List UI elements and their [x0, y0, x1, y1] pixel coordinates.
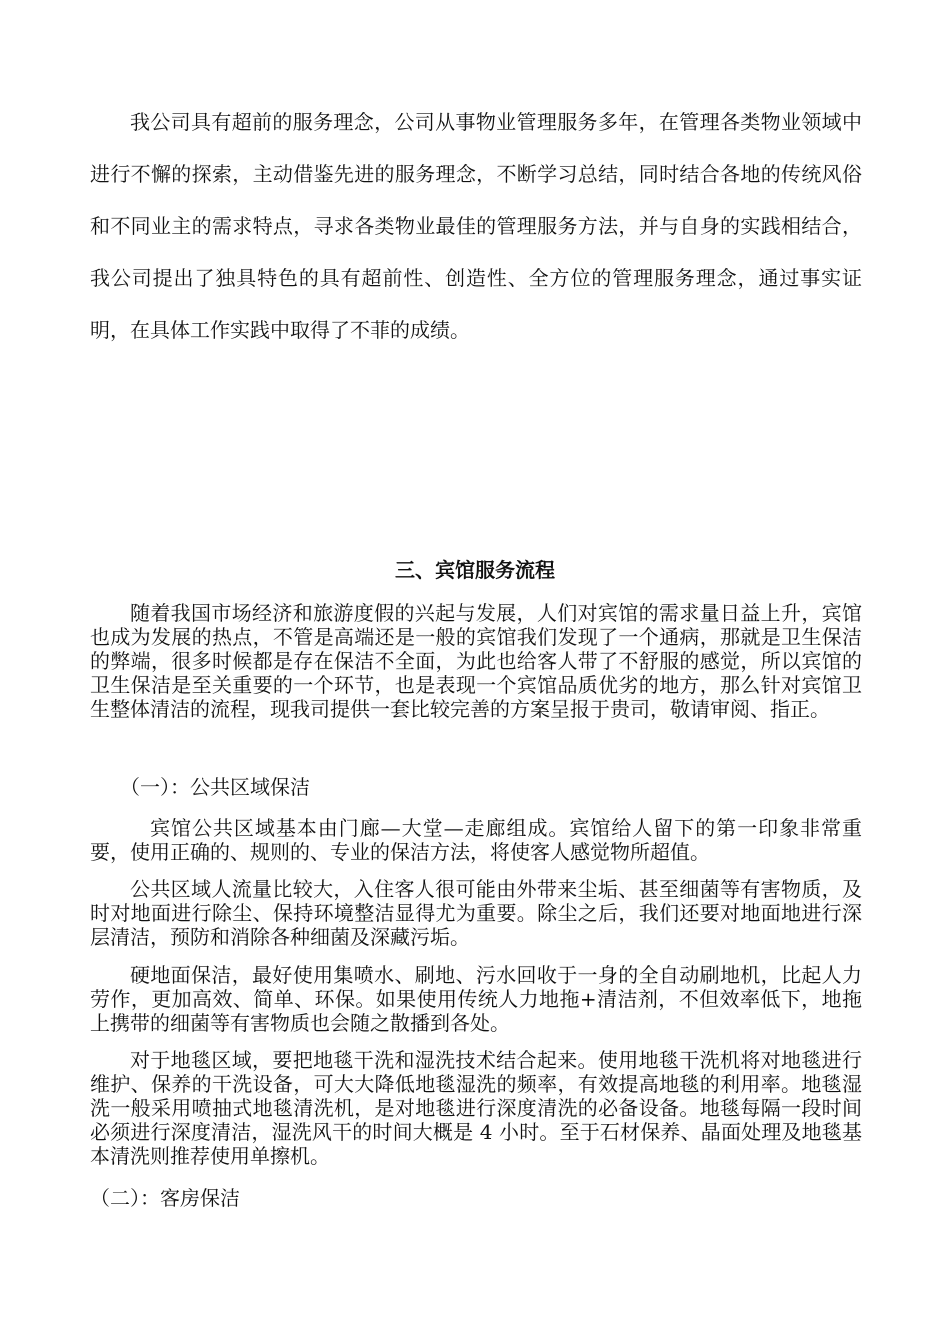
section-title: 三、宾馆服务流程 — [395, 558, 555, 582]
paragraph: 宾馆公共区域基本由门廊—大堂—走廊组成。宾馆给人留下的第一印象非常重要，使用正确的、规则的、专业的保洁方法，将使客人感觉物所超值。 — [90, 816, 862, 864]
paragraph: 硬地面保洁，最好使用集喷水、刷地、污水回收于一身的全自动刷地机，比起人力劳作，更加高效、简单、环保。如果使用传统人力地拖+清洁剂，不但效率低下，地拖上携带的细菌等有害物质也会随之散播到各处。 — [90, 963, 862, 1035]
subsection-heading-public-areas: （一）：公共区域保洁 — [120, 775, 310, 799]
section-intro-paragraph: 随着我国市场经济和旅游度假的兴起与发展，人们对宾馆的需求量日益上升，宾馆也成为发展的热点，不管是高端还是一般的宾馆我们发现了一个通病，那就是卫生保洁的弊端，很多时候都是存在保洁不全面，为此也给客人带了不舒服的感觉，所以宾馆的卫生保洁是至关重要的一个环节，也是表现一个宾馆品质优劣的地方，那么针对宾馆卫生整体清洁的流程，现我司提供一套比较完善的方案呈报于贵司，敬请审阅、指正。 — [90, 601, 862, 721]
intro-paragraph: 我公司具有超前的服务理念，公司从事物业管理服务多年，在管理各类物业领域中进行不懈的探索，主动借鉴先进的服务理念，不断学习总结，同时结合各地的传统风俗和不同业主的需求特点，寻求各类物业最佳的管理服务方法，并与自身的实践相结合，我公司提出了独具特色的具有超前性、创造性、全方位的管理服务理念，通过事实证明，在具体工作实践中取得了不菲的成绩。 — [90, 110, 862, 342]
paragraph: 公共区域人流量比较大，入住客人很可能由外带来尘垢、甚至细菌等有害物质，及时对地面进行除尘、保持环境整洁显得尤为重要。除尘之后，我们还要对地面地进行深层清洁，预防和消除各种细菌及深藏污垢。 — [90, 877, 862, 949]
paragraph: 对于地毯区域，要把地毯干洗和湿洗技术结合起来。使用地毯干洗机将对地毯进行维护、保养的干洗设备，可大大降低地毯湿洗的频率，有效提高地毯的利用率。地毯湿洗一般采用喷抽式地毯清洗机，是对地毯进行深度清洗的必备设备。地毯每隔一段时间必须进行深度清洁，湿洗风干的时间大概是 4 小时。至于石材保养、晶面处理及地毯基本清洗则推荐使用单擦机。 — [90, 1048, 862, 1168]
subsection-heading-guest-rooms: （二）：客房保洁 — [90, 1186, 240, 1210]
